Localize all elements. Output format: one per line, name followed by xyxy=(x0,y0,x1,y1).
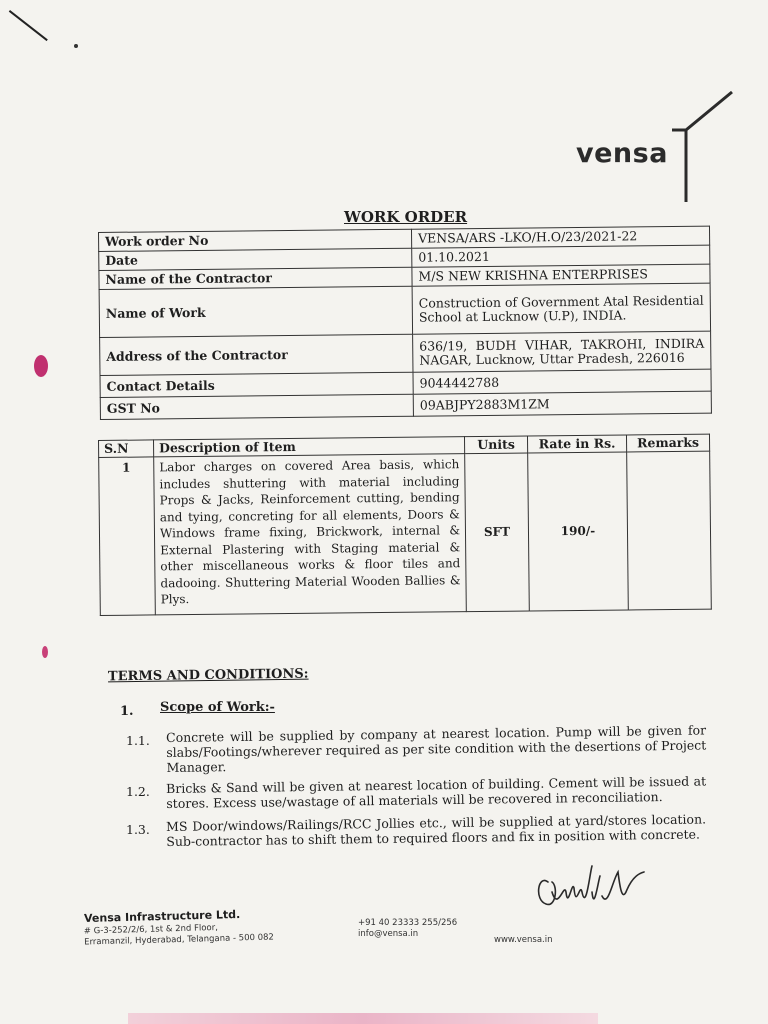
table-row xyxy=(99,283,710,337)
ink-blot xyxy=(34,355,48,377)
footer-email: info@vensa.in xyxy=(358,929,419,939)
info-label: Date xyxy=(99,248,412,270)
footer-address xyxy=(84,922,274,949)
header-sn: S.N xyxy=(99,440,154,458)
signature-icon xyxy=(528,852,658,922)
ink-blot xyxy=(42,646,48,658)
header-remarks: Remarks xyxy=(626,434,709,452)
info-value: M/S NEW KRISHNA ENTERPRISES xyxy=(412,264,710,286)
cell-remarks xyxy=(627,451,712,610)
speck xyxy=(74,44,78,48)
info-label: Contact Details xyxy=(100,372,413,397)
page-title: WORK ORDER xyxy=(344,208,468,226)
work-order-info-table xyxy=(98,226,712,420)
terms-heading: TERMS AND CONDITIONS: xyxy=(107,666,309,685)
pen-mark xyxy=(9,10,48,41)
footer-company: Vensa Infrastructure Ltd. xyxy=(83,907,241,926)
info-value: 09ABJPY2883M1ZM xyxy=(413,391,711,416)
info-label: Work order No xyxy=(99,229,412,251)
term-text: Bricks & Sand will be given at nearest location of building. Cement will be issued at stores. Excess use/wastage of all materials will be recovered in reconciliation. xyxy=(166,773,707,811)
footer-contact xyxy=(358,918,457,940)
footer-address-line: # G-3-252/2/6, 1st & 2nd Floor, xyxy=(83,922,219,937)
section-title: Scope of Work:- xyxy=(160,700,275,715)
info-value: 01.10.2021 xyxy=(412,245,710,267)
cell-sn: 1 xyxy=(99,457,156,616)
info-value: 636/19, BUDH VIHAR, TAKROHI, INDIRA NAGAR, Lucknow, Uttar Pradesh, 226016 xyxy=(413,331,711,372)
cell-rate: 190/- xyxy=(528,452,629,611)
info-label: GST No xyxy=(100,394,413,419)
items-table xyxy=(98,434,712,616)
section-number: 1. xyxy=(120,704,134,719)
footer-phone: +91 40 23333 255/256 xyxy=(358,918,458,928)
table-row xyxy=(99,451,712,615)
term-number: 1.3. xyxy=(126,822,150,837)
footer-website: www.vensa.in xyxy=(494,935,553,945)
term-text: MS Door/windows/Railings/RCC Jollies etc., will be supplied at yard/stores location. Sub-contractor has to shift them to required floors and fix in position with concrete. xyxy=(166,811,707,849)
cell-units: SFT xyxy=(465,453,530,612)
header-rate: Rate in Rs. xyxy=(527,435,626,453)
vensa-logo-text: vensa xyxy=(576,138,668,169)
term-number: 1.2. xyxy=(126,784,150,799)
info-value: Construction of Government Atal Residential School at Lucknow (U.P), INDIA. xyxy=(412,283,710,334)
term-number: 1.1. xyxy=(126,733,150,748)
info-label: Address of the Contractor xyxy=(100,334,413,375)
info-value: VENSA/ARS -LKO/H.O/23/2021-22 xyxy=(411,226,709,248)
vensa-logo-mark-icon xyxy=(670,90,734,204)
footer-address-line: Erramanzil, Hyderabad, Telangana - 500 082 xyxy=(84,932,275,948)
header-units: Units xyxy=(464,436,527,454)
header-description: Description of Item xyxy=(154,437,465,457)
info-label: Name of the Contractor xyxy=(99,267,412,289)
info-value: 9044442788 xyxy=(413,369,711,394)
term-text: Concrete will be supplied by company at nearest location. Pump will be given for slabs/Footings/wherever required as per site condition with the desertions of Project Manager. xyxy=(166,722,707,775)
table-row xyxy=(100,331,711,375)
info-label: Name of Work xyxy=(99,286,412,337)
cell-description: Labor charges on covered Area basis, which includes shuttering with material including Props & Jacks, Reinforcement cutting, bending and tying, concreting for all elements, Doors & Windows frame fixing, Brickwork, internal & External Plastering with Staging material & other miscellaneous works & floor tiles and dadooing. Shuttering Material Wooden Ballies & Plys. xyxy=(154,454,467,615)
bottom-stamp-edge xyxy=(128,1013,598,1024)
